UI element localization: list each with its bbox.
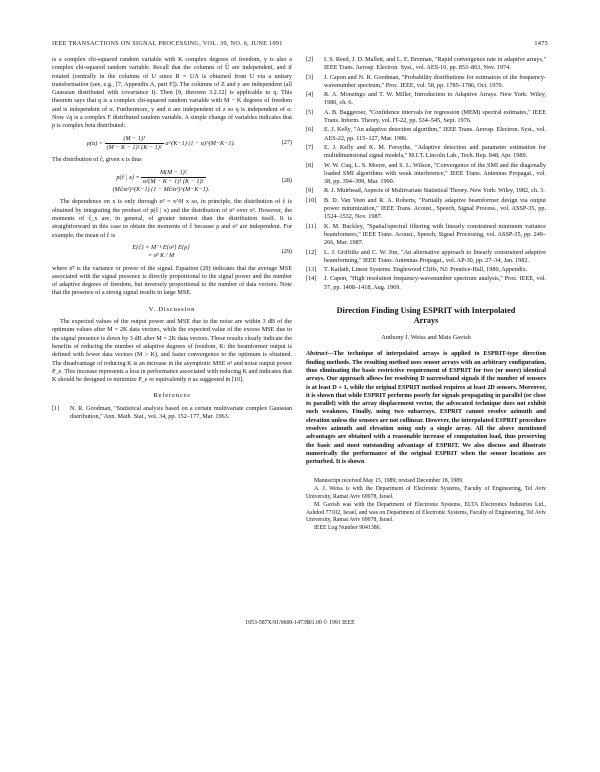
reference-number: [8] [306, 161, 314, 169]
reference-item [306, 162, 546, 187]
equation-27 [52, 135, 292, 153]
reference-item [306, 126, 546, 143]
footnote: A. J. Weiss is with the Department of Electronic Systems, Faculty of Engineering, Tel Aviv University, Ramat Aviv 69978, Israel. [306, 486, 546, 501]
reference-text: E. J. Kelly, "An adaptive detection algorithm," IEEE Trans. Aerosp. Electron. Syst., vol. AES-22, pp. 115–127, Mar. 1986. [324, 126, 546, 142]
reference-text: I. S. Reed, J. D. Mallett, and L. E. Brennan, "Rapid convergence rate in adaptive arrays," IEEE Trans. Aerosp. Electron. Syst., vol. AES-10, pp. 853–863, Nov. 1974. [324, 56, 546, 72]
eq27-lhs: ρ(α) = [86, 139, 103, 147]
reference-number: [1] [52, 404, 60, 412]
abstract-label: Abstract [306, 350, 328, 358]
reference-item [306, 275, 546, 292]
reference-list [306, 56, 546, 292]
eq28-tail: (Mĉ/α²)^(K−1) (1 − Mĉ/α²)^(M−K−1). [112, 186, 210, 194]
equation-28 [52, 169, 292, 195]
reference-item [306, 197, 546, 222]
footnote: Manuscript received May 15, 1989; revised December 18, 1989. [314, 478, 464, 485]
reference-text: R. J. Muirhead, Aspects of Multivariate Statistical Theory. New York: Wiley, 1982, ch. 3. [324, 187, 545, 195]
reference-text: J. Capon, "High resolution frequency-wavenumber spectrum analysis," Proc. IEEE, vol. 57, pp. 1408–1418, Aug. 1969. [324, 275, 546, 291]
paragraph: The expected values of the output power and MSE due to the noise are within 3 dB of the optimum values after M = 2K data vectors, while the expected value of the excess MSE due to the signal presence is down by 3 dB after M = 2K data vectors. These results clearly indicate the benefits of reducing the number of adaptive degrees of freedom, K: the beamformer output is defined with fewer data vectors (M > K), and faster convergence to the optimum is obtained. The disadvantage of reducing K is an increase in the asymptotic MSE σ² and noise output power P_e. This increase represents a loss in performance associated with reducing K and indicates that K should be designed to minimize P_e or equivalently σ as suggested in [10]. [52, 318, 292, 384]
reference-item [306, 266, 546, 274]
eq28-denominator: α²(M − K − 1)! (K − 1)! [143, 177, 204, 185]
reference-number: [14] [306, 275, 317, 283]
reference-text: T. Kailath, Linear Systems. Englewood Cliffs, NJ: Prentice-Hall, 1980, Appendix. [324, 266, 528, 274]
equation-number: (27) [281, 139, 292, 147]
eq27-tail: α^(K−1) (1 − α)^(M−K−1). [165, 139, 236, 147]
reference-number: [13] [306, 266, 317, 274]
article-title-line-1: Direction Finding Using ESPRIT with Interpolated [336, 306, 516, 316]
reference-number: [12] [306, 248, 317, 256]
section-heading: V. Discussion [148, 305, 196, 313]
reference-text: B. D. Van Veen and R. A. Roberts, "Partially adaptive beamformer design via output power minimization," IEEE Trans. Acoust., Speech, Signal Process., vol. ASSP-35, pp. 1524–1532, Nov. 1987. [324, 196, 546, 221]
article-title [306, 306, 546, 326]
abstract [306, 350, 546, 466]
abstract-text: —The technique of interpolated arrays is applied to ESPRIT-type direction finding methods. The resulting method uses sensor arrays with an arbitrary configuration, thus eliminating the basic restrictive requirement of ESPRIT for two (or more) identical arrays. Our approach allows for resolving D narrowband signals if the number of sensors is at least D + 1, while the original ESPRIT method requires at least 2D sensors. Moreover, it is shown that while ESPRIT performs poorly for signals propagating in parallel (or close to parallel) with the array displacement vector, the advocated technique does not exhibit such weakness. Finally, using two subarrays, ESPRIT cannot resolve azimuth and elevation unless the sensors are not collinear. However, the interpolated ESPRIT procedure resolves azimuth and elevation using only a single array. All the above mentioned advantages are obtained with a reasonable increase of computation load, thus preserving the basic and most outstanding advantage of ESPRIT. We also discuss and illustrate numerically the performance of the original ESPRIT when the sensor locations are perturbed. It is shown [306, 350, 546, 466]
reference-number: [4] [306, 91, 314, 99]
header-journal: IEEE TRANSACTIONS ON SIGNAL PROCESSING, VOL. 39, NO. 6, JUNE 1991 [52, 40, 283, 47]
eq29-line-2: = σ̄² K / M [147, 252, 175, 260]
paragraph: is a complex chi-squared random variable with K complex degrees of freedom, y is also a complex chi-squared random variable. Recall that the columns of Û are independent, and if rotated (centrally in the columns of U since R = UΛ is obtained from U via a unitary transformation (see, e.g., [7, Appendix A, part F]). The columns of Z and y are independent (all Gaussian distributed with covariance I). Then [9, theorem 3.2.12] is applicable to q. This theorem says that q is a complex chi-squared random variable with M − K degrees of freedom and is independent of α. Furthermore, y and α are independent of z so q is independent of α. Now √q is a complex F distributed random variable. A simple change of variables indicates that p is complex beta distributed: [52, 56, 292, 130]
paragraph: The distribution of ĉ, given x is thus [52, 156, 142, 164]
reference-text: K. M. Buckley, "Spatial/spectral filtering with linearly constrained minimum variance beamformers," IEEE Trans. Acoust., Speech, Signal Processing, vol. ASSP-35, pp. 249–266, Mar. 1987. [324, 222, 546, 247]
reference-text: N. R. Goodman, "Statistical analysis based on a certain multivariate complex Gaussian distribution," Ann. Math. Stat., vol. 34, pp. 152–177, Mar. 1963. [70, 404, 292, 420]
reference-item [306, 91, 546, 108]
reference-number: [6] [306, 126, 314, 134]
paragraph: The dependence on x is only through σ² = x^H x so, in principle, the distribution of ĉ is obtained by integrating the product of p(ĉ | x) and the distribution of σ² over σ². However, the moments of ĉ_x are, in general, of greater interest than the distribution itself. It is straightforward in this case to obtain the moments of ĉ because ρ and σ² are independent. For example, the mean of ĉ is [52, 198, 292, 239]
footnote: M. Gavish was with the Department of Electronic Systems, ELTA Electronics Industries Ltd., Ashdod 77102, Israel, and was on Department of Electronic Systems, Faculty of Engineering, Tel Aviv University, Ramat Aviv 69978, Israel. [306, 501, 546, 524]
eq29-line-1: E{ĉ} = M⁻¹ E{σ²} E{ρ} [132, 243, 190, 251]
eq27-fraction [105, 135, 164, 153]
reference-text: R. A. Monzingo and T. W. Miller, Introduction to Adaptive Arrays. New York: Wiley, 1980, ch. 6. [324, 91, 546, 107]
reference-item [306, 144, 546, 161]
equation-number: (28) [281, 177, 292, 185]
reference-text: A. B. Baggeroer, "Confidence intervals for regression (MEM) spectral estimates," IEEE Trans. Inform. Theory, vol. IT-22, pp. 534–545, Sept. 1976. [324, 108, 546, 125]
reference-item [52, 405, 292, 422]
right-column [306, 56, 546, 533]
reference-number: [3] [306, 73, 314, 81]
reference-number: [2] [306, 56, 314, 63]
reference-number: [9] [306, 187, 314, 195]
reference-number: [5] [306, 108, 314, 116]
footnotes [306, 478, 546, 533]
copyright-footer: 1053-587X/91/0600-1473$01.00 © 1991 IEEE [245, 620, 355, 626]
reference-item [306, 223, 546, 248]
eq27-numerator: (M − 1)! [105, 135, 164, 144]
reference-text: L. J. Griffiths and C. W. Jim, "An alternative approach to linearly constrained adaptive beamforming," IEEE Trans. Antennas Propagat., vol. AP-30, pp. 27–34, Jan. 1982. [324, 248, 546, 264]
reference-text: J. Capon and N. R. Goodman, "Probability distributions for estimators of the frequency-wavenumber spectrum," Proc. IEEE, vol. 58, pp. 1785–1786, Oct. 1970. [324, 73, 546, 89]
paragraph: where σ̄² is the variance or power of the signal. Equation (29) indicates that the average MSE associated with the signal presence is directly proportional to the signal power and the number of adaptive degrees of freedom, but inversely proportional to the number of data vectors. Note that the presence of a strong signal results in large MSE. [52, 264, 292, 297]
reference-item [306, 109, 546, 126]
eq28-fraction [141, 169, 205, 187]
equation-number: (29) [281, 248, 292, 256]
footnote: IEEE Log Number 9041386. [314, 525, 381, 532]
references-heading: References [153, 392, 191, 400]
left-column [52, 56, 292, 422]
running-header [52, 40, 548, 52]
reference-number: [10] [306, 196, 317, 204]
reference-item [306, 249, 546, 266]
article-authors: Anthony J. Weiss and Mats Gavish [381, 334, 471, 342]
article-title-line-2: Arrays [413, 316, 439, 326]
eq27-denominator: (M − K − 1)! (K − 1)! [106, 143, 162, 151]
page-number: 1475 [534, 40, 548, 47]
reference-number: [11] [306, 222, 317, 230]
reference-number: [7] [306, 143, 314, 151]
equation-29 [52, 244, 292, 261]
reference-text: W. W. Cuq, L. S. Moore, and S. L. Wilson, "Convergence of the SMI and the diagonally loaded SMI algorithms with weak interference," IEEE Trans. Antennas Propagat., vol. 38, pp. 394–399, Mar. 1990. [324, 161, 546, 186]
reference-text: E. J. Kelly and K. M. Forsythe, "Adaptive detection and parameter estimation for multidimensional signal models," M.I.T. Lincoln Lab., Tech. Rep. 848, Apr. 1989. [324, 143, 546, 160]
reference-item [306, 56, 546, 73]
reference-item [306, 187, 546, 195]
eq28-numerator: M(M − 1)! [141, 169, 205, 178]
reference-item [306, 74, 546, 91]
eq28-lhs: p(ĉ | x) = [116, 173, 140, 181]
